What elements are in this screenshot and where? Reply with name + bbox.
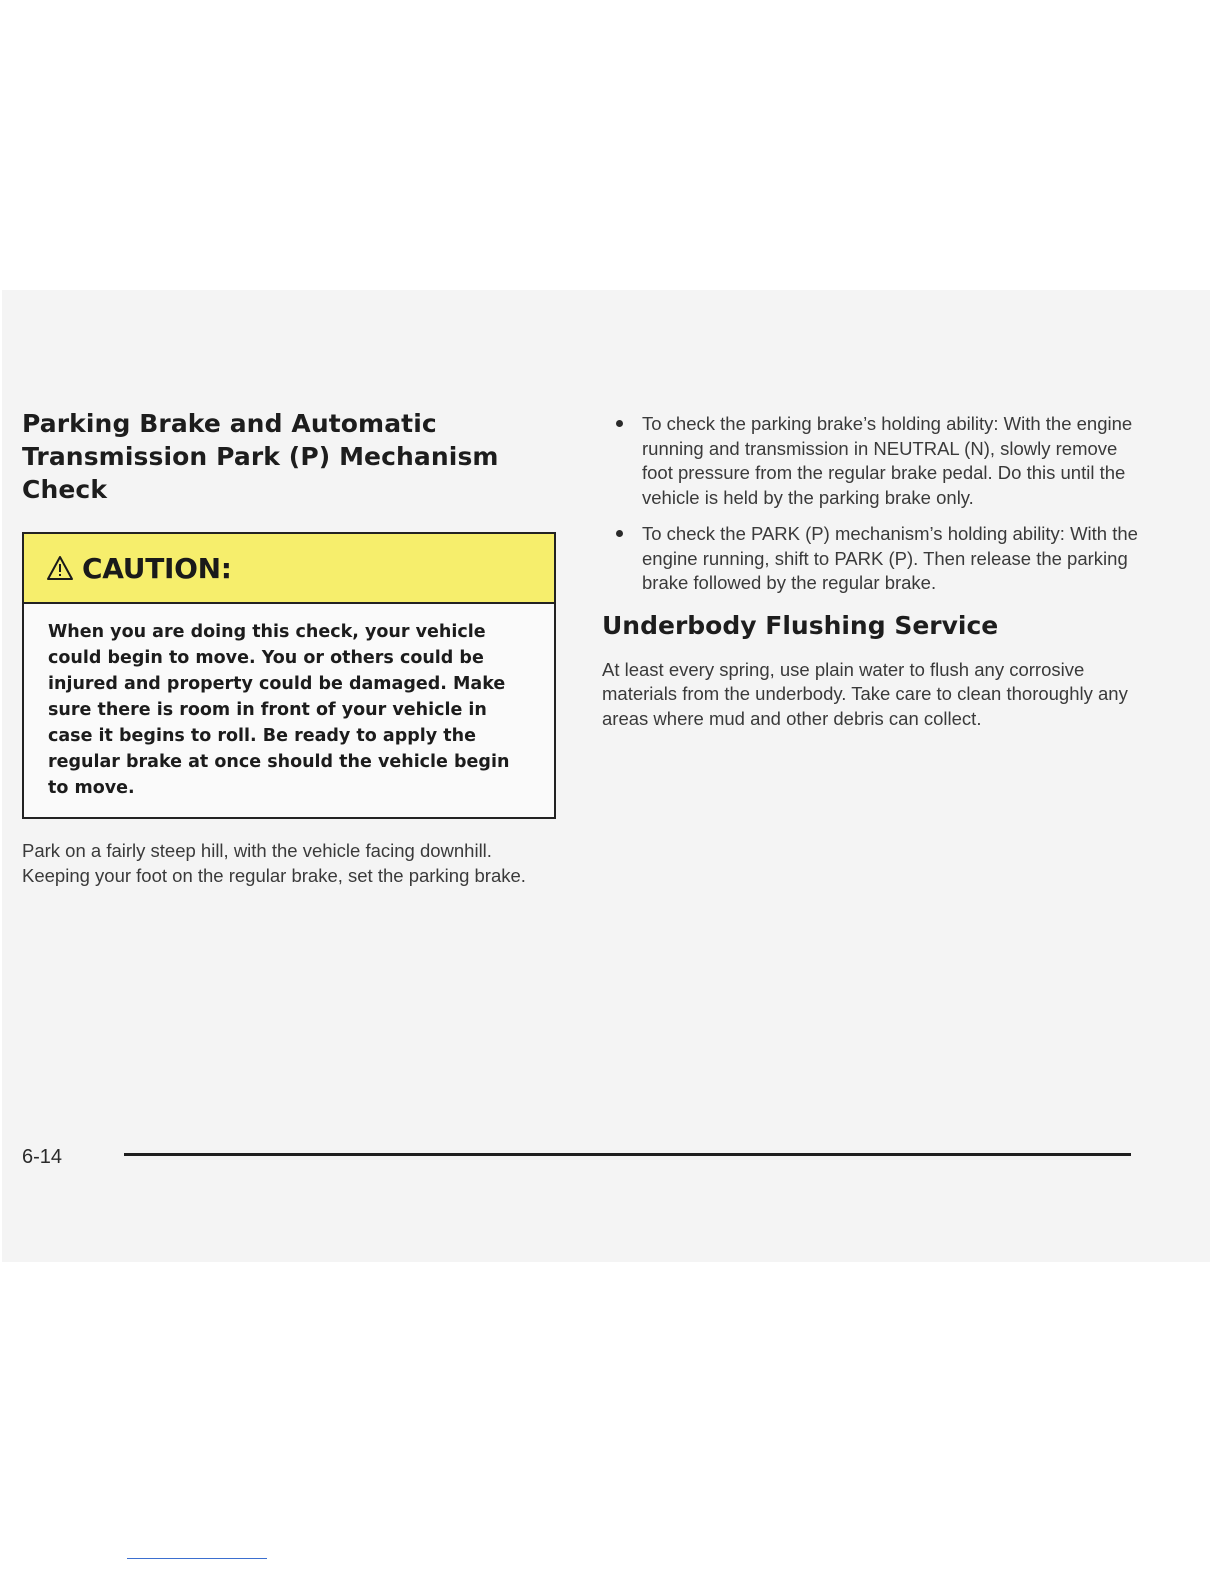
list-item [602,522,1142,596]
underbody-heading: Underbody Flushing Service [602,610,999,640]
check-steps-list [602,412,1142,596]
caution-label: CAUTION: [82,551,232,585]
warning-triangle-icon [46,555,74,581]
title-line-2: Transmission Park (P) Mechanism [22,442,499,471]
right-column [602,412,1142,731]
left-column [22,407,560,888]
bullet-icon [616,420,623,427]
caution-text: When you are doing this check, your vehicle could begin to move. You or others could be injured and property could be damaged. Make sure there is room in front of your vehicle in case it begins to roll. Be ready to apply the regular brake at once should the vehicle begin to move. [48,622,510,798]
bullet-icon [616,530,623,537]
title-line-1: Parking Brake and Automatic [22,409,437,438]
page-number: 6-14 [22,1146,63,1168]
list-item [602,412,1142,510]
footer-rule [124,1153,1131,1156]
section-title [22,407,560,506]
link-underline [127,1558,267,1559]
caution-box [22,532,556,819]
procedure-paragraph: Park on a fairly steep hill, with the vehicle facing downhill. Keeping your foot on the regular brake, set the parking brake. [22,840,526,886]
underbody-paragraph: At least every spring, use plain water to flush any corrosive materials from the underbody. Take care to clean thoroughly any areas where mud and other debris can collect. [602,658,1128,729]
list-item-text: To check the PARK (P) mechanism’s holding ability: With the engine running, shift to PARK (P). Then release the parking brake followed by the regular brake. [642,523,1138,593]
list-item-text: To check the parking brake’s holding ability: With the engine running and transmission in NEUTRAL (N), slowly remove foot pressure from the regular brake pedal. Do this until the vehicle is held by the parking brake only. [642,413,1133,508]
title-line-3: Check [22,475,108,504]
caution-header [24,534,554,604]
